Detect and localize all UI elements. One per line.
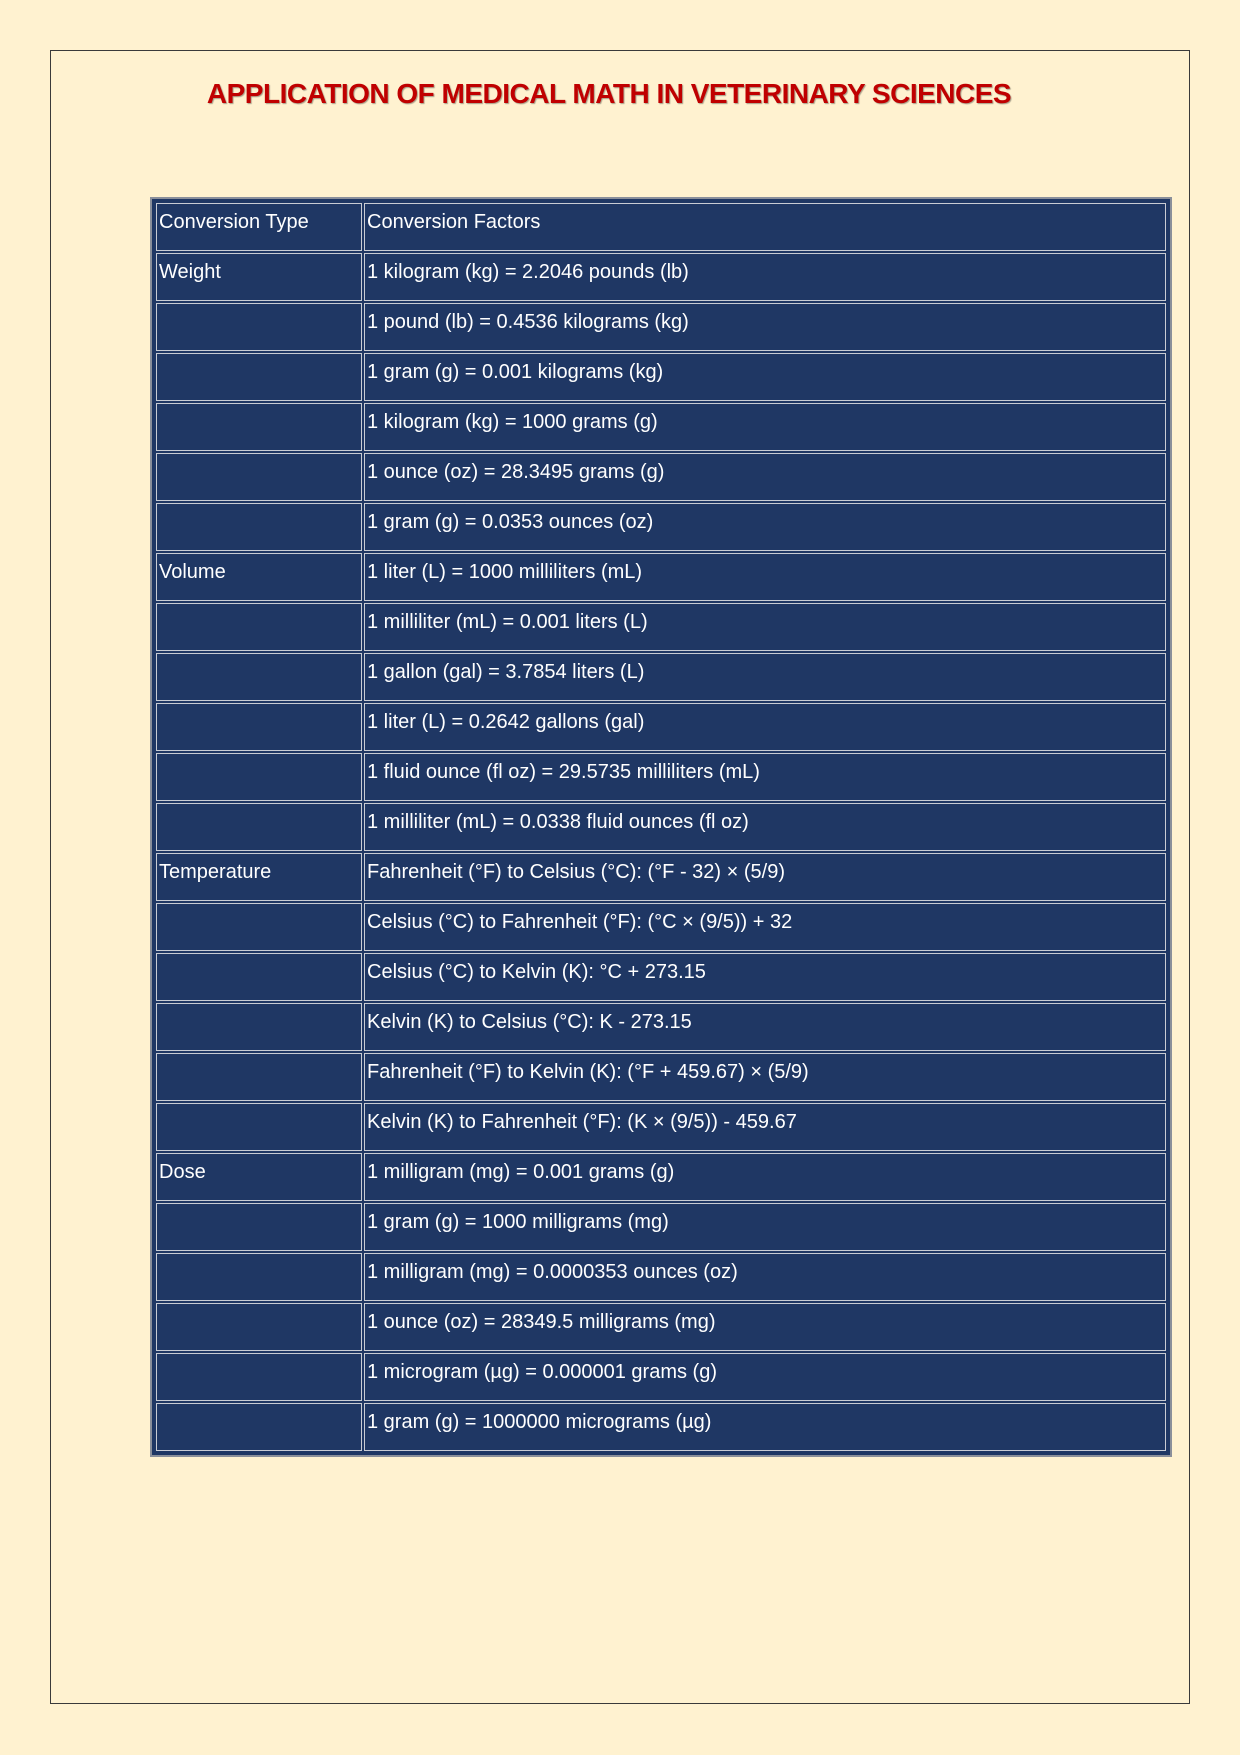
conversion-factor-cell: 1 liter (L) = 0.2642 gallons (gal) bbox=[364, 703, 1166, 751]
table-header-row bbox=[156, 203, 1166, 251]
conversion-type-cell bbox=[156, 1203, 362, 1251]
table-row bbox=[156, 903, 1166, 951]
conversion-type-cell: Weight bbox=[156, 253, 362, 301]
table-row bbox=[156, 1103, 1166, 1151]
conversion-type-cell: Volume bbox=[156, 553, 362, 601]
conversion-factor-cell: 1 liter (L) = 1000 milliliters (mL) bbox=[364, 553, 1166, 601]
conversion-type-cell bbox=[156, 753, 362, 801]
conversion-type-cell bbox=[156, 803, 362, 851]
table-row bbox=[156, 503, 1166, 551]
table-row bbox=[156, 553, 1166, 601]
conversion-factor-cell: 1 fluid ounce (fl oz) = 29.5735 milliliters (mL) bbox=[364, 753, 1166, 801]
conversion-table-container bbox=[150, 197, 1172, 1457]
table-row bbox=[156, 253, 1166, 301]
conversion-factor-cell: 1 gram (g) = 1000 milligrams (mg) bbox=[364, 1203, 1166, 1251]
conversion-type-cell bbox=[156, 1103, 362, 1151]
conversion-type-cell bbox=[156, 603, 362, 651]
conversion-factor-cell: 1 gram (g) = 0.0353 ounces (oz) bbox=[364, 503, 1166, 551]
conversion-type-cell: Dose bbox=[156, 1153, 362, 1201]
table-row bbox=[156, 653, 1166, 701]
conversion-factor-cell: 1 kilogram (kg) = 1000 grams (g) bbox=[364, 403, 1166, 451]
conversion-factor-cell: 1 milliliter (mL) = 0.0338 fluid ounces (fl oz) bbox=[364, 803, 1166, 851]
conversion-factor-cell: 1 milligram (mg) = 0.0000353 ounces (oz) bbox=[364, 1253, 1166, 1301]
conversion-type-cell bbox=[156, 953, 362, 1001]
table-row bbox=[156, 1303, 1166, 1351]
conversion-factor-cell: Fahrenheit (°F) to Celsius (°C): (°F - 32) × (5/9) bbox=[364, 853, 1166, 901]
conversion-factor-cell: 1 gallon (gal) = 3.7854 liters (L) bbox=[364, 653, 1166, 701]
conversion-type-cell: Temperature bbox=[156, 853, 362, 901]
table-row bbox=[156, 1153, 1166, 1201]
table-row bbox=[156, 453, 1166, 501]
header-conversion-factors: Conversion Factors bbox=[364, 203, 1166, 251]
conversion-type-cell bbox=[156, 353, 362, 401]
conversion-type-cell bbox=[156, 403, 362, 451]
table-row bbox=[156, 1253, 1166, 1301]
conversion-factor-cell: 1 ounce (oz) = 28349.5 milligrams (mg) bbox=[364, 1303, 1166, 1351]
conversion-factor-cell: 1 gram (g) = 0.001 kilograms (kg) bbox=[364, 353, 1166, 401]
table-row bbox=[156, 1403, 1166, 1451]
table-row bbox=[156, 753, 1166, 801]
table-row bbox=[156, 1353, 1166, 1401]
table-row bbox=[156, 1053, 1166, 1101]
conversion-factor-cell: 1 kilogram (kg) = 2.2046 pounds (lb) bbox=[364, 253, 1166, 301]
table-row bbox=[156, 1203, 1166, 1251]
conversion-factor-cell: Celsius (°C) to Kelvin (K): °C + 273.15 bbox=[364, 953, 1166, 1001]
conversion-type-cell bbox=[156, 1353, 362, 1401]
conversion-type-cell bbox=[156, 1403, 362, 1451]
table-row bbox=[156, 703, 1166, 751]
conversion-factor-cell: 1 microgram (µg) = 0.000001 grams (g) bbox=[364, 1353, 1166, 1401]
conversion-type-cell bbox=[156, 653, 362, 701]
conversion-type-cell bbox=[156, 703, 362, 751]
page-title: APPLICATION OF MEDICAL MATH IN VETERINARY SCIENCES bbox=[206, 78, 1012, 109]
conversion-type-cell bbox=[156, 1253, 362, 1301]
conversion-type-cell bbox=[156, 1303, 362, 1351]
conversion-type-cell bbox=[156, 1003, 362, 1051]
table-row bbox=[156, 403, 1166, 451]
table-row bbox=[156, 853, 1166, 901]
conversion-factor-cell: Celsius (°C) to Fahrenheit (°F): (°C × (9/5)) + 32 bbox=[364, 903, 1166, 951]
conversion-factor-cell: 1 milliliter (mL) = 0.001 liters (L) bbox=[364, 603, 1166, 651]
conversion-factor-cell: 1 milligram (mg) = 0.001 grams (g) bbox=[364, 1153, 1166, 1201]
table-row bbox=[156, 953, 1166, 1001]
conversion-factor-cell: 1 gram (g) = 1000000 micrograms (µg) bbox=[364, 1403, 1166, 1451]
conversion-factor-cell: Fahrenheit (°F) to Kelvin (K): (°F + 459.67) × (5/9) bbox=[364, 1053, 1166, 1101]
table-row bbox=[156, 803, 1166, 851]
conversion-type-cell bbox=[156, 503, 362, 551]
conversion-type-cell bbox=[156, 303, 362, 351]
table-row bbox=[156, 353, 1166, 401]
conversion-factor-cell: Kelvin (K) to Celsius (°C): K - 273.15 bbox=[364, 1003, 1166, 1051]
conversion-type-cell bbox=[156, 903, 362, 951]
conversion-factor-cell: Kelvin (K) to Fahrenheit (°F): (K × (9/5)) - 459.67 bbox=[364, 1103, 1166, 1151]
conversion-factor-cell: 1 pound (lb) = 0.4536 kilograms (kg) bbox=[364, 303, 1166, 351]
table-row bbox=[156, 603, 1166, 651]
conversion-type-cell bbox=[156, 1053, 362, 1101]
conversion-factor-cell: 1 ounce (oz) = 28.3495 grams (g) bbox=[364, 453, 1166, 501]
table-row bbox=[156, 303, 1166, 351]
table-row bbox=[156, 1003, 1166, 1051]
conversion-table bbox=[154, 201, 1168, 1453]
header-conversion-type: Conversion Type bbox=[156, 203, 362, 251]
conversion-type-cell bbox=[156, 453, 362, 501]
